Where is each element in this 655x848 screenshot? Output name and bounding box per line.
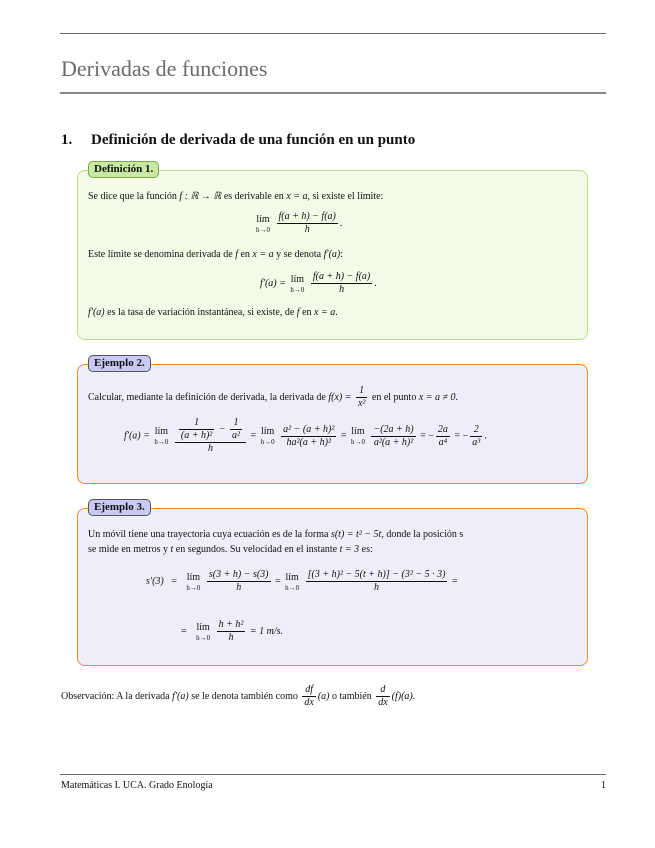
numerator	[175, 417, 246, 443]
fraction	[281, 424, 336, 449]
text: Calcular, mediante la definición de derivada, la derivada de	[88, 391, 329, 403]
example-2-statement	[88, 385, 458, 410]
equals-minus: = −	[454, 430, 469, 442]
text: o también	[329, 690, 375, 702]
denominator: h	[374, 582, 380, 593]
lim-label: lím	[256, 213, 270, 225]
text: en el punto	[369, 391, 419, 403]
lhs: s′(3)	[146, 575, 164, 587]
denominator: h	[228, 632, 234, 643]
text: en	[299, 307, 315, 318]
numerator: [(3 + h)² − 5(t + h)] − (3² − 5 · 3)	[307, 569, 446, 580]
lhs: f′(a) =	[260, 277, 289, 289]
text: se mide en metros y	[88, 544, 171, 555]
math: f′(a)	[323, 249, 341, 260]
numerator: f(a + h) − f(a)	[278, 211, 336, 222]
numerator: a² − (a + h)²	[283, 423, 335, 435]
fraction	[436, 424, 450, 449]
math: t	[170, 544, 174, 555]
lim-label: lím	[290, 273, 305, 285]
limit: lím h→0	[154, 426, 169, 446]
text: Este límite se denomina derivada de	[88, 249, 236, 260]
text: , donde la posición s	[381, 529, 464, 540]
observation	[61, 684, 415, 709]
math: f	[235, 249, 238, 260]
derivative-definition-formula: f′(a) = lím h→0 $\frac{f(a + h) - f(a)}{h}$ .	[260, 271, 377, 295]
denominator: h	[339, 284, 345, 295]
math: x = a	[252, 249, 274, 260]
math: x = a	[314, 307, 336, 318]
denominator: h	[207, 443, 213, 454]
definition-line-2	[88, 249, 343, 260]
fraction	[376, 684, 389, 709]
definition-box	[77, 163, 588, 340]
denominator: a³	[472, 436, 481, 448]
definition-line-1	[88, 191, 383, 202]
example-2-box	[77, 357, 588, 484]
text: Observación: A la derivada	[61, 690, 173, 702]
title-rule	[60, 92, 606, 94]
example-3-line-1	[88, 529, 463, 540]
math: x = a ≠ 0	[418, 391, 456, 403]
math: s(t) = t² − 5t	[330, 529, 382, 540]
period: .	[484, 430, 487, 442]
numerator: h + h²	[218, 619, 244, 630]
text: y se denota	[273, 249, 324, 260]
fraction	[277, 211, 338, 236]
minus: −	[216, 423, 229, 435]
section-heading	[61, 132, 415, 149]
example-3-box	[77, 501, 588, 666]
math: f : ℝ → ℝ	[179, 191, 222, 202]
denominator: a⁴	[438, 436, 448, 448]
text: en segundos. Su velocidad en el instante	[173, 544, 340, 555]
math: x = a	[286, 191, 308, 202]
text: se le denota también como	[188, 690, 301, 702]
fraction	[311, 271, 372, 296]
definition-line-3	[88, 307, 338, 318]
fraction	[470, 424, 482, 449]
denominator: dx	[304, 697, 314, 708]
equals: =	[171, 575, 177, 587]
footer-rule	[60, 774, 606, 775]
denominator: dx	[378, 697, 388, 708]
example-2-derivation: f′(a) = lím h→0 $\frac{1}{\text{(a + h)²}}$ − $\frac{1}{\text{a²}}$ h = lím h→0 $\frac{\text{a² − (a + h)²}}{\text{ha²(a + h)²}}$ = lím h→0 $\frac{-(2a + h)}{\text{a²(a + h)²}}$ = − $\frac{2a}{\text{a⁴}}$ = − $\frac{2}{\text{a³}}$ .	[124, 417, 487, 454]
denominator: ha²(a + h)²	[286, 436, 331, 448]
denominator: a²(a + h)²	[373, 436, 414, 448]
footer-left: Matemáticas I. UCA. Grado Enología	[61, 780, 213, 791]
top-rule	[60, 33, 606, 34]
math: f(x) =	[328, 391, 354, 403]
limit	[290, 274, 304, 294]
example-3-line-2	[88, 544, 373, 555]
numerator: −(2a + h)	[373, 423, 414, 435]
text: es la tasa de variación instantánea, si existe, de	[104, 307, 297, 318]
numerator: df	[302, 684, 315, 697]
lim-sub: h→0	[256, 225, 270, 234]
text: , si existe el límite:	[307, 191, 384, 202]
example-3-derivation-line-2: = lím h→0 $\frac{\text{h + h²}}{h}$ = 1 m/s.	[181, 619, 284, 643]
text: Un móvil tiene una trayectoria cuya ecuación es de la forma	[88, 529, 331, 540]
math: f	[296, 307, 300, 318]
page-title: Derivadas de funciones	[61, 56, 268, 81]
example-3-derivation-line-1: s′(3) = lím h→0 $\frac{s(3 + h) - s(3)}{h}$ = lím h→0 $\frac{\text{[(3 + h)² − 5(t + h)] − (3² − 5 · 3)}}{h}$ =	[146, 569, 458, 593]
text: .	[335, 307, 338, 318]
denominator: x²	[357, 398, 366, 409]
example-3-tag: Ejemplo 3.	[88, 499, 151, 516]
numerator: 2a	[437, 423, 448, 435]
lim-sub: h→0	[290, 285, 305, 294]
equals-minus: = −	[420, 430, 434, 442]
math: f′(a)	[172, 690, 189, 702]
page-number: 1	[601, 780, 606, 791]
math: t = 3	[339, 544, 360, 555]
numerator: s(3 + h) − s(3)	[208, 569, 269, 580]
math: (f)(a).	[391, 690, 416, 702]
fraction	[217, 619, 246, 644]
limit	[256, 214, 270, 234]
text: es derivable en	[221, 191, 287, 202]
fraction	[306, 569, 448, 594]
text: en	[237, 249, 253, 260]
compound-fraction	[175, 417, 246, 455]
definition-tag: Definición 1.	[88, 161, 159, 178]
numerator: 1	[179, 417, 214, 430]
math: f′(a)	[88, 307, 105, 318]
text: .	[455, 391, 459, 403]
numerator: d	[376, 684, 389, 697]
result: = 1 m/s.	[249, 625, 284, 637]
denominator: h	[304, 224, 310, 235]
equals: =	[181, 625, 187, 637]
lhs: f′(a) =	[124, 430, 153, 442]
numerator: 1	[356, 385, 367, 398]
section-title: Definición de derivada de una función en un punto	[91, 132, 416, 148]
example-2-tag: Ejemplo 2.	[88, 355, 151, 372]
section-number: 1.	[61, 132, 73, 148]
definition-limit-formula: lím h→0 $\frac{f(a + h) - f(a)}{h}$ .	[256, 211, 343, 235]
denominator: (a + h)²	[180, 430, 213, 441]
numerator: f(a + h) − f(a)	[312, 271, 371, 282]
denominator: a²	[232, 430, 241, 441]
text: Se dice que la función	[88, 191, 180, 202]
denominator: h	[236, 582, 242, 593]
fraction	[371, 424, 415, 449]
text: es:	[359, 544, 373, 555]
math: (a)	[317, 690, 330, 702]
numerator: 1	[230, 417, 242, 430]
text: :	[340, 249, 344, 260]
fraction	[356, 385, 367, 410]
fraction	[302, 684, 315, 709]
numerator: 2	[470, 424, 482, 437]
fraction	[207, 569, 271, 594]
